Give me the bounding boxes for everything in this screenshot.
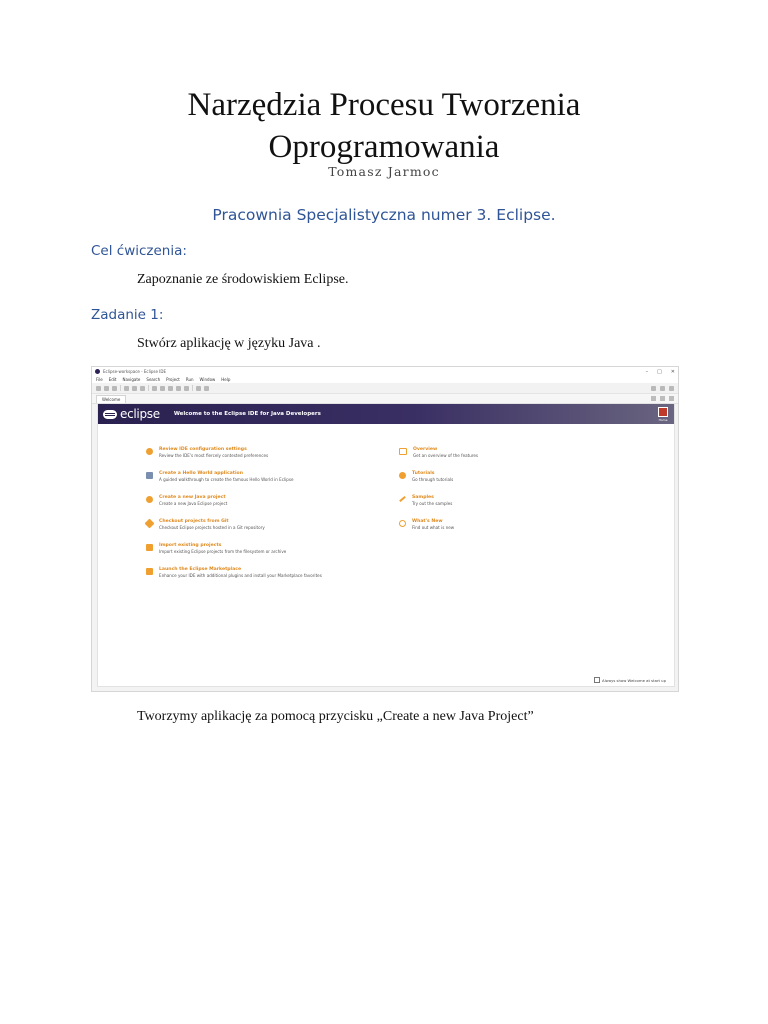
section-heading-task: Zadanie 1: bbox=[91, 307, 164, 323]
graduation-cap-icon bbox=[399, 472, 406, 479]
item-desc: Review the IDE's most fiercely contested preferences bbox=[159, 453, 269, 458]
menu-search[interactable]: Search bbox=[146, 377, 161, 382]
tab-welcome[interactable]: Welcome bbox=[96, 395, 126, 403]
welcome-item-hello-world[interactable] bbox=[146, 471, 294, 482]
welcome-item-overview[interactable] bbox=[399, 447, 478, 458]
menu-help[interactable]: Help bbox=[221, 377, 231, 382]
always-show-welcome[interactable] bbox=[594, 677, 666, 683]
item-desc: Enhance your IDE with additional plugins and install your Marketplace favorites bbox=[159, 573, 322, 578]
save-icon[interactable] bbox=[104, 386, 109, 391]
welcome-banner bbox=[98, 404, 674, 424]
eclipse-menubar bbox=[92, 376, 678, 383]
search-icon[interactable] bbox=[651, 386, 656, 391]
book-icon bbox=[399, 448, 407, 455]
section-heading-goal: Cel ćwiczenia: bbox=[91, 243, 187, 259]
window-controls bbox=[646, 369, 675, 375]
git-icon bbox=[145, 519, 155, 529]
import-icon bbox=[146, 544, 153, 551]
item-label: Overview bbox=[413, 447, 438, 452]
item-desc: Get an overview of the features bbox=[413, 453, 479, 458]
author-name: Tomasz Jarmoc bbox=[328, 164, 440, 179]
new-package-icon[interactable] bbox=[160, 386, 165, 391]
welcome-item-review-settings[interactable] bbox=[146, 447, 268, 458]
toolbar-right bbox=[651, 386, 674, 391]
item-desc: Checkout Eclipse projects hosted in a Git repository bbox=[159, 525, 265, 530]
item-label: Checkout projects from Git bbox=[159, 519, 229, 524]
welcome-banner-title: Welcome to the Eclipse IDE for Java Developers bbox=[173, 411, 321, 417]
external-tools-icon[interactable] bbox=[140, 386, 145, 391]
welcome-item-whats-new[interactable] bbox=[399, 519, 454, 530]
menu-window[interactable]: Window bbox=[199, 377, 216, 382]
item-label: Tutorials bbox=[412, 471, 435, 476]
marketplace-icon bbox=[146, 568, 153, 575]
welcome-item-import-projects[interactable] bbox=[146, 543, 286, 554]
save-all-icon[interactable] bbox=[112, 386, 117, 391]
forward-icon[interactable] bbox=[204, 386, 209, 391]
hello-world-icon bbox=[146, 472, 153, 479]
title-line-2: Oprogramowania bbox=[268, 129, 500, 165]
eclipse-screenshot bbox=[91, 366, 679, 692]
menu-file[interactable]: File bbox=[96, 377, 103, 382]
java-perspective-icon[interactable] bbox=[669, 386, 674, 391]
search-toolbar-icon[interactable] bbox=[184, 386, 189, 391]
eclipse-titlebar bbox=[92, 367, 678, 376]
item-label: Create a Hello World application bbox=[159, 471, 243, 476]
item-desc: Find out what is new bbox=[412, 525, 455, 530]
new-class-icon[interactable] bbox=[168, 386, 173, 391]
title-line-1: Narzędzia Procesu Tworzenia bbox=[187, 87, 581, 123]
home-icon bbox=[658, 407, 668, 417]
welcome-item-marketplace[interactable] bbox=[146, 567, 322, 578]
item-label: Launch the Eclipse Marketplace bbox=[159, 567, 242, 572]
home-button[interactable] bbox=[658, 407, 668, 422]
menu-edit[interactable]: Edit bbox=[108, 377, 117, 382]
toolbar-separator bbox=[192, 385, 193, 391]
welcome-item-new-java-project[interactable] bbox=[146, 495, 227, 506]
menu-project[interactable]: Project bbox=[166, 377, 180, 382]
welcome-item-checkout-git[interactable] bbox=[146, 519, 265, 530]
eclipse-app-icon bbox=[95, 369, 100, 374]
toolbar-separator bbox=[148, 385, 149, 391]
always-show-checkbox[interactable] bbox=[594, 677, 600, 683]
back-icon[interactable] bbox=[196, 386, 201, 391]
maximize-view-icon[interactable] bbox=[669, 396, 674, 401]
document-subtitle: Pracownia Specjalistyczna numer 3. Eclipse. bbox=[212, 206, 556, 224]
eclipse-toolbar bbox=[92, 383, 678, 394]
item-label: What's New bbox=[412, 519, 443, 524]
home-label: Home bbox=[658, 417, 668, 422]
welcome-page bbox=[97, 403, 675, 687]
caption-text: Tworzymy aplikację za pomocą przycisku „Create a new Java Project” bbox=[137, 709, 534, 724]
minimize-view-icon[interactable] bbox=[660, 396, 665, 401]
star-icon bbox=[399, 520, 406, 527]
section-text-task: Stwórz aplikację w języku Java . bbox=[137, 336, 321, 351]
minimize-icon[interactable]: – bbox=[645, 368, 649, 375]
item-desc: Go through tutorials bbox=[412, 477, 454, 482]
eclipse-window-title: Eclipse-workspace - Eclipse IDE bbox=[103, 369, 166, 374]
toolbar-separator bbox=[120, 385, 121, 391]
item-label: Import existing projects bbox=[159, 543, 222, 548]
open-type-icon[interactable] bbox=[176, 386, 181, 391]
perspective-icon[interactable] bbox=[660, 386, 665, 391]
magic-wand-icon bbox=[399, 496, 406, 502]
always-show-label: Always show Welcome at start up bbox=[602, 677, 666, 683]
new-java-project-icon[interactable] bbox=[152, 386, 157, 391]
section-text-goal: Zapoznanie ze środowiskiem Eclipse. bbox=[137, 272, 349, 287]
welcome-item-samples[interactable] bbox=[399, 495, 452, 506]
item-label: Create a new Java project bbox=[159, 495, 226, 500]
run-icon[interactable] bbox=[132, 386, 137, 391]
new-project-icon bbox=[146, 496, 153, 503]
new-file-icon[interactable] bbox=[96, 386, 101, 391]
item-desc: Import existing Eclipse projects from the filesystem or archive bbox=[159, 549, 287, 554]
item-desc: Create a new Java Eclipse project bbox=[159, 501, 228, 506]
maximize-icon[interactable]: □ bbox=[657, 368, 662, 375]
eclipse-logo-text: eclipse bbox=[120, 407, 160, 421]
item-desc: A guided walkthrough to create the famous Hello World in Eclipse bbox=[159, 477, 294, 482]
gear-icon bbox=[146, 448, 153, 455]
item-label: Samples bbox=[412, 495, 434, 500]
menu-navigate[interactable]: Navigate bbox=[122, 377, 141, 382]
item-label: Review IDE configuration settings bbox=[159, 447, 247, 452]
tab-controls bbox=[651, 396, 674, 401]
eclipse-logo bbox=[103, 407, 160, 421]
menu-run[interactable]: Run bbox=[185, 377, 194, 382]
back-nav-icon[interactable] bbox=[651, 396, 656, 401]
eclipse-logo-icon bbox=[103, 410, 117, 419]
close-icon[interactable]: ✕ bbox=[670, 368, 675, 375]
document-title bbox=[0, 84, 768, 168]
debug-icon[interactable] bbox=[124, 386, 129, 391]
item-desc: Try out the samples bbox=[412, 501, 453, 506]
welcome-item-tutorials[interactable] bbox=[399, 471, 453, 482]
